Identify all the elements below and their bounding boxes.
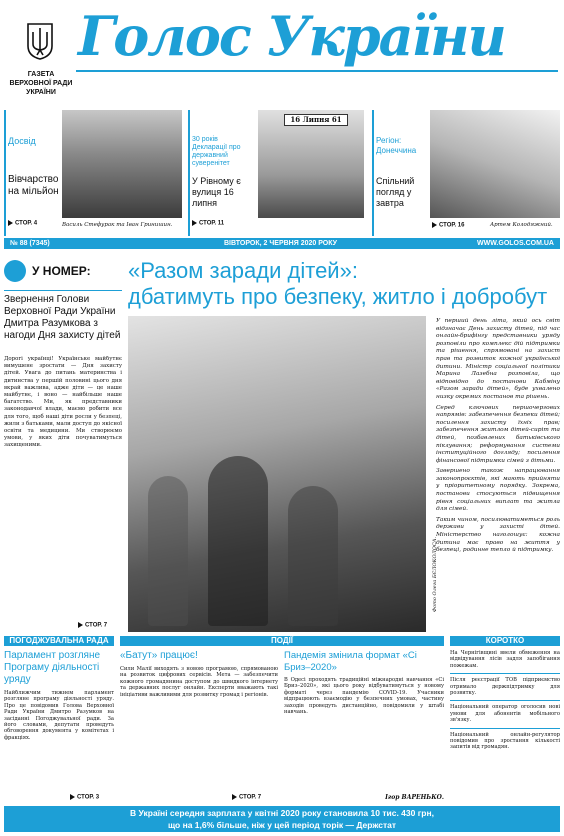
brief-item: Після реєстрації ТОВ підприємство отримало держпідтримку для розвитку. <box>450 677 560 697</box>
issue-date: ВІВТОРОК, 2 ЧЕРВНЯ 2020 РОКУ <box>224 240 338 247</box>
site-link[interactable]: WWW.GOLOS.COM.UA <box>477 240 554 247</box>
teaser-kicker: Регіон: Донеччина <box>376 136 417 155</box>
teaser-kicker: 30 років Декларації про державний суверенітет <box>192 136 241 167</box>
street-sign: 16 Липня 61 <box>284 114 348 126</box>
teaser-caption: Артем Колодяжний. <box>490 222 553 228</box>
section-label-council: ПОГОДЖУВАЛЬНА РАДА <box>4 636 114 646</box>
org-lines: ГАЗЕТА ВЕРХОВНОЇ РАДИ УКРАЇНИ <box>9 71 73 96</box>
sidebar-header-label: У НОМЕР: <box>32 264 91 278</box>
lead-photo <box>128 316 426 632</box>
article-signature: Ігор ВАРЕНЬКО. <box>385 794 444 801</box>
teaser-page-link[interactable]: СТОР. 16 <box>432 222 464 229</box>
teaser-photo <box>258 110 364 218</box>
lead-headline-line-2: дбатимуть про безпеку, житло і добробут <box>128 284 548 309</box>
arrow-icon <box>432 222 437 228</box>
arrow-icon <box>78 622 83 628</box>
ticker <box>4 806 560 832</box>
photo-credit: Фото Олега БЄЛОКОЛОСА. <box>432 536 438 612</box>
coat-of-arms-icon <box>26 22 54 60</box>
section-label-brief: КОРОТКО <box>450 636 560 646</box>
lead-paragraph: У перший день літа, який ось світ відзначає День захисту дітей, під час онлайн-брифінгу представники уряду розповіли про комплекс дій підтримки та рішення, спрямовані на захист прав та розвиток кожної української дитини. Міністр соціальної політики Марина Лазебна розповіла, що відповідно до постанови Кабміну «Разом заради дітей», буде ухвалено низку окремих постанов та рішень. <box>436 318 560 400</box>
lead-paragraph: Завершено також напрацювання законопроєктів, які мають прийняти у пріоритетному порядку. Зокрема, постанови стосуються підвищення рівня соціальних виплат та житла для сімей. <box>436 468 560 513</box>
issue-bar <box>4 238 560 249</box>
brief-list <box>450 650 560 804</box>
brief-item: Національний оператор оголосив нові умови для абонентів мобільного зв'язку. <box>450 704 560 724</box>
article-council[interactable] <box>4 650 114 804</box>
lead-headline[interactable] <box>128 258 560 310</box>
article-title: Парламент розгляне Програму діяльності уряду <box>4 650 101 685</box>
teaser-headline: Вівчарство на мільйон <box>8 174 59 197</box>
issue-number: № 88 (7345) <box>10 240 50 247</box>
teaser-kicker: Досвід <box>8 136 36 146</box>
pointer-icon <box>4 260 26 282</box>
article-body: В Одесі проходять традиційні міжнародні навчання «Сі Бриз–2020», які цього року відбуватимуться у новому форматі через пандемію COVID-19. Учасники відпрацюють взаємодію у безпечних умовах, частину заходів проведуть дистанційно, повідомили у штабі навчань. <box>284 677 444 716</box>
sidebar <box>4 256 122 632</box>
sidebar-lead-title[interactable]: Звернення Голови Верховної Ради України Дмитра Разумкова з нагоди Дня захисту дітей <box>4 294 121 341</box>
teaser-page-link[interactable]: СТОР. 4 <box>8 220 37 227</box>
teaser-1[interactable] <box>4 110 182 236</box>
arrow-icon <box>192 220 197 226</box>
article-page-link[interactable]: СТОР. 7 <box>232 794 261 801</box>
sidebar-header <box>4 260 122 284</box>
teaser-photo <box>430 110 560 218</box>
lead-headline-line-1: «Разом заради дітей»: <box>128 258 358 283</box>
arrow-icon <box>232 794 237 800</box>
article-page-link[interactable]: СТОР. 3 <box>70 794 99 801</box>
lead-paragraph: Таким чином, посилюватиметься роль держави у захисті дітей. Міністерство наголошує: кожна дитина має право на життя у безпеці, родинне тепло й підтримку. <box>436 516 560 554</box>
brief-item: На Чернігівщині ввели обмеження на відвідування лісів задля запобігання пожежам. <box>450 650 560 669</box>
teaser-caption: Василь Стефурак та Іван Гринишин. <box>62 222 173 228</box>
ticker-line-2: що на 1,6% більше, ніж у цей період торік — Держстат <box>167 820 397 830</box>
article-body: Сили Малії виходять з новою програмою, спрямованою на розвиток цифрових сервісів. Мета — забезпечити кожного громадянина доступом до швидкого інтернету та державних послуг онлайн. Експерти вважають такі ініціативи важливими для розвитку громад і регіонів. <box>120 666 278 698</box>
teaser-page-link[interactable]: СТОР. 11 <box>192 220 224 227</box>
arrow-icon <box>8 220 13 226</box>
article-sea-breeze[interactable] <box>284 650 444 804</box>
masthead-title: Голос України <box>78 4 505 68</box>
section-label-events: ПОДІЇ <box>120 636 444 646</box>
article-title: «Батут» працює! <box>120 650 198 661</box>
article-body: Найближчим тижнем парламент розгляне програму діяльності уряду. Про це повідомив Голова Верховної Ради України Дмитро Разумков на засіданні Погоджувальної ради. За його словами, депутати проведуть обговорення документа у комітетах і фракціях. <box>4 690 114 741</box>
arrow-icon <box>70 794 75 800</box>
brief-item: Національний онлайн-регулятор повідомив про зростання кількості запитів від громадян. <box>450 731 560 751</box>
teaser-photo <box>62 110 182 218</box>
sidebar-page-link[interactable]: СТОР. 7 <box>78 622 107 629</box>
teaser-2[interactable] <box>188 110 366 236</box>
sidebar-body: Дорогі українці! Українське майбутнє вимушене зростати — Дня захисту дітей. Увага до питань материнства і дитинства у першій половині цього дня вкрай важлива, адже діти — це наше майбутнє, і воно — найбільше наше багатство. Ми, як представники законодавчої влади, маємо робити все для того, щоб наші діти росли у безпеці, жили з батьками, мали доступ до якісної освіти та медицини. Ми створюємо умови, у яких діти почуватимуться захищеними. <box>4 356 122 449</box>
lead-body <box>436 318 560 632</box>
article-batut[interactable] <box>120 650 278 804</box>
ticker-line-1: В Україні середня зарплата у квітні 2020 року становила 10 тис. 430 грн, <box>130 808 434 818</box>
teaser-3[interactable] <box>372 110 560 236</box>
teaser-headline: У Рівному є вулиця 16 липня <box>192 176 241 208</box>
article-title: Пандемія змінила формат «Сі Бриз–2020» <box>284 650 417 673</box>
lead-paragraph: Серед ключових першочергових напрямів: забезпечення безпеки дітей; посилення захисту їхніх прав; забезпечення житлом дітей-сиріт та дітей, позбавлених батьківського піклування; реформування системи інституційного догляду; посилення фінансової підтримки сімей з дітьми. <box>436 404 560 464</box>
teaser-headline: Спільний погляд у завтра <box>376 176 415 208</box>
